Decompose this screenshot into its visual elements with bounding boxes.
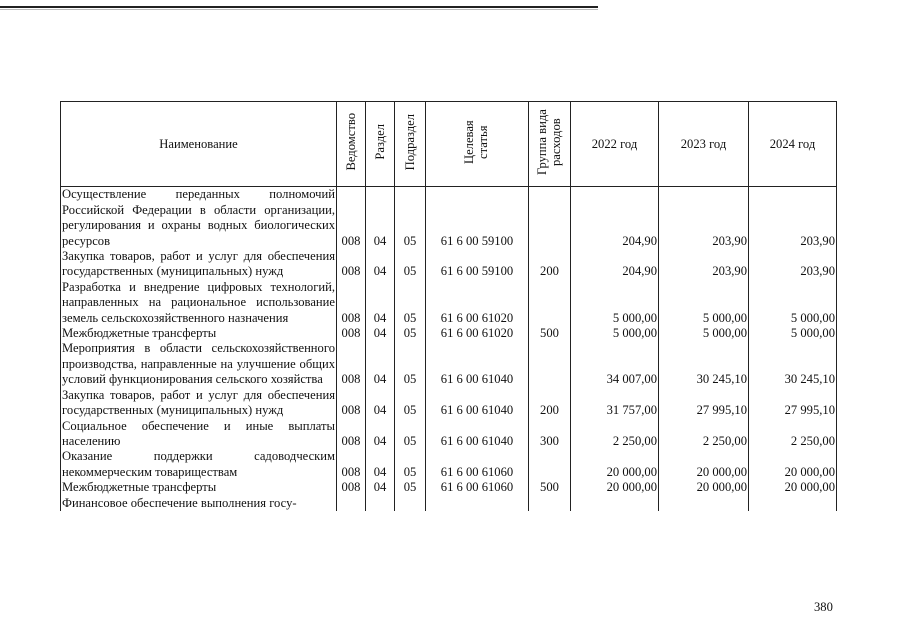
row-2024	[749, 496, 837, 511]
row-name: Закупка товаров, работ и услуг для обеспечения государственных (муниципальных) нужд	[62, 387, 335, 418]
row-name: Социальное обеспечение и иные выплаты населению	[62, 418, 335, 448]
header-2023: 2023 год	[659, 102, 749, 187]
row-article: 61 6 00 61040	[426, 419, 529, 450]
row-article: 61 6 00 59100	[426, 187, 529, 249]
row-ved: 008	[337, 187, 366, 249]
row-name: Межбюджетные трансферты	[61, 480, 337, 495]
row-2024: 20 000,00	[749, 449, 837, 480]
row-2022: 204,90	[571, 187, 659, 249]
row-article: 61 6 00 61020	[426, 280, 529, 326]
row-group	[529, 341, 571, 387]
row-group	[529, 496, 571, 511]
table-row	[61, 187, 837, 249]
row-group: 500	[529, 480, 571, 495]
row-ved	[337, 496, 366, 511]
header-ved: Ведомство	[337, 102, 366, 187]
row-2024: 30 245,10	[749, 341, 837, 387]
row-podrazdel: 05	[395, 388, 426, 419]
row-2023: 20 000,00	[659, 480, 749, 495]
row-article: 61 6 00 61060	[426, 480, 529, 495]
table-row	[61, 249, 837, 280]
row-2024: 5 000,00	[749, 280, 837, 326]
row-article: 61 6 00 61060	[426, 449, 529, 480]
row-2023: 5 000,00	[659, 280, 749, 326]
row-group	[529, 187, 571, 249]
row-article: 61 6 00 61020	[426, 326, 529, 341]
row-group	[529, 449, 571, 480]
row-2023: 30 245,10	[659, 341, 749, 387]
row-article: 61 6 00 59100	[426, 249, 529, 280]
table-row	[61, 496, 837, 511]
row-name: Межбюджетные трансферты	[61, 326, 337, 341]
header-rule	[0, 6, 598, 8]
table-row	[61, 280, 837, 326]
row-ved: 008	[337, 419, 366, 450]
row-group: 300	[529, 419, 571, 450]
row-2022: 5 000,00	[571, 280, 659, 326]
row-razdel: 04	[366, 480, 395, 495]
row-name: Разработка и внедрение цифровых технологий, направленных на рациональное использование земель сельскохозяйственного назначения	[62, 279, 335, 325]
row-razdel	[366, 496, 395, 511]
row-article: 61 6 00 61040	[426, 388, 529, 419]
row-razdel: 04	[366, 249, 395, 280]
row-2023: 2 250,00	[659, 419, 749, 450]
row-razdel: 04	[366, 326, 395, 341]
row-2024: 20 000,00	[749, 480, 837, 495]
row-group: 200	[529, 388, 571, 419]
row-razdel: 04	[366, 280, 395, 326]
row-article	[426, 496, 529, 511]
row-2023: 203,90	[659, 249, 749, 280]
row-2022	[571, 496, 659, 511]
row-2022: 34 007,00	[571, 341, 659, 387]
row-ved: 008	[337, 480, 366, 495]
row-name: Закупка товаров, работ и услуг для обеспечения государственных (муниципальных) нужд	[62, 249, 335, 279]
row-name: Оказание поддержки садоводческим некоммерческим товариществам	[62, 449, 335, 479]
row-group: 200	[529, 249, 571, 280]
row-article: 61 6 00 61040	[426, 341, 529, 387]
row-podrazdel: 05	[395, 341, 426, 387]
table-header-row	[61, 102, 837, 187]
row-razdel: 04	[366, 187, 395, 249]
row-ved: 008	[337, 449, 366, 480]
page-number: 380	[814, 600, 833, 614]
header-2024: 2024 год	[749, 102, 837, 187]
table-row	[61, 341, 837, 387]
table-row	[61, 449, 837, 480]
header-group: Группа вида расходов	[529, 102, 571, 187]
row-ved: 008	[337, 280, 366, 326]
row-podrazdel: 05	[395, 326, 426, 341]
budget-table	[60, 101, 837, 511]
row-razdel: 04	[366, 388, 395, 419]
table-row	[61, 480, 837, 495]
row-ved: 008	[337, 249, 366, 280]
header-2022: 2022 год	[571, 102, 659, 187]
table-row	[61, 388, 837, 419]
row-2024: 2 250,00	[749, 419, 837, 450]
table-row	[61, 326, 837, 341]
row-2024: 5 000,00	[749, 326, 837, 341]
row-ved: 008	[337, 341, 366, 387]
row-2022: 31 757,00	[571, 388, 659, 419]
row-2023	[659, 496, 749, 511]
row-2022: 20 000,00	[571, 449, 659, 480]
header-name: Наименование	[61, 102, 337, 187]
row-razdel: 04	[366, 449, 395, 480]
row-2024: 27 995,10	[749, 388, 837, 419]
row-2024: 203,90	[749, 249, 837, 280]
header-rule-thin	[0, 9, 598, 10]
row-name: Мероприятия в области сельскохозяйственного производства, направленные на улучшение общих условий функционирования сельского хозяйства	[62, 341, 335, 387]
header-article: Целевая статья	[426, 102, 529, 187]
row-2024: 203,90	[749, 187, 837, 249]
row-group: 500	[529, 326, 571, 341]
header-podrazdel: Подраздел	[395, 102, 426, 187]
row-group	[529, 280, 571, 326]
row-podrazdel: 05	[395, 187, 426, 249]
row-2023: 20 000,00	[659, 449, 749, 480]
row-2023: 5 000,00	[659, 326, 749, 341]
row-name: Финансовое обеспечение выполнения госу-	[61, 496, 337, 511]
row-2022: 2 250,00	[571, 419, 659, 450]
row-ved: 008	[337, 326, 366, 341]
row-podrazdel: 05	[395, 280, 426, 326]
row-2022: 20 000,00	[571, 480, 659, 495]
row-ved: 008	[337, 388, 366, 419]
row-2022: 204,90	[571, 249, 659, 280]
row-podrazdel	[395, 496, 426, 511]
table-row	[61, 419, 837, 450]
row-razdel: 04	[366, 419, 395, 450]
row-name: Осуществление переданных полномочий Российской Федерации в области организации, регулирования и охраны водных биологических ресурсов	[62, 187, 335, 248]
row-podrazdel: 05	[395, 480, 426, 495]
row-2023: 27 995,10	[659, 388, 749, 419]
row-2022: 5 000,00	[571, 326, 659, 341]
row-podrazdel: 05	[395, 249, 426, 280]
row-2023: 203,90	[659, 187, 749, 249]
header-razdel: Раздел	[366, 102, 395, 187]
row-podrazdel: 05	[395, 449, 426, 480]
row-podrazdel: 05	[395, 419, 426, 450]
row-razdel: 04	[366, 341, 395, 387]
